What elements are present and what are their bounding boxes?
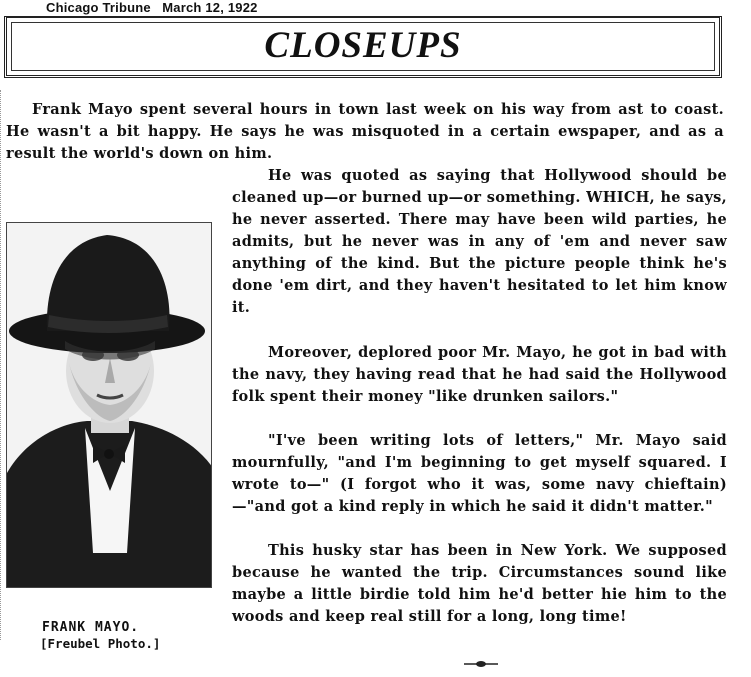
photo-caption-credit: [Freubel Photo.] [40,636,161,651]
portrait-photo [6,222,212,588]
headline: CLOSEUPS [264,25,462,66]
photo-caption-name: FRANK MAYO. [42,620,140,635]
paragraph-1 [6,99,724,165]
paragraph-1-text: Frank Mayo spent several hours in town last week on his way from ast to coast. He wasn't a bit happy. He says he was misquoted in a certain ewspaper, and as a result the world's down on him. [6,101,724,162]
paragraph-5: This husky star has been in New York. We supposed because he wanted the trip. Circumstances sound like maybe a little birdie told him he'd better hie him to the woods and keep real still for a long, long time! [232,542,727,625]
portrait-illustration [7,223,212,588]
source-line: Chicago Tribune March 12, 1922 [46,0,258,15]
paragraph-3: Moreover, deplored poor Mr. Mayo, he got in bad with the navy, they having read that he had said the Hollywood folk spent their money "like drunken sailors." [232,344,727,405]
paragraph-2: He was quoted as saying that Hollywood should be cleaned up—or burned up—or something. WHICH, he says, he never asserted. There may have been wild parties, he admits, but he never was in any of 'em and never saw anything of the kind. But the picture people think he's done 'em dirt, and they haven't hesitated to let him know it. [232,167,727,316]
headline-banner [4,16,722,78]
end-ornament-icon [464,660,498,668]
paragraph-4: "I've been writing lots of letters," Mr. Mayo said mournfully, "and I'm beginning to get myself squared. I wrote to—" (I forgot who it was, some navy chieftain)—"and got a kind reply in which he said it didn't matter." [232,432,727,515]
page-edge-mark [0,90,4,640]
